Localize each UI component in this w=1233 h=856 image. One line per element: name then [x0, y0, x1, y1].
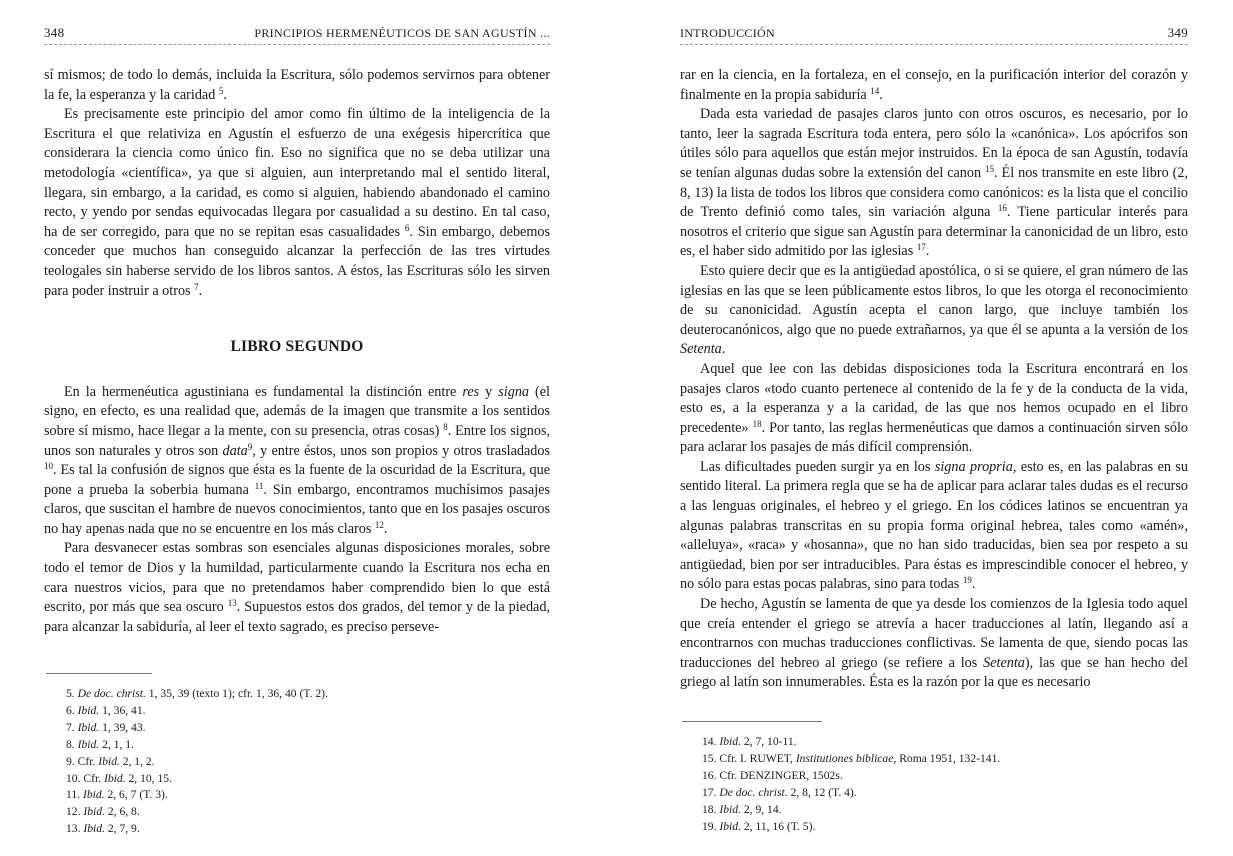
text-run: . [383, 520, 388, 537]
page-number: 349 [1167, 25, 1188, 40]
text-run: . [721, 341, 726, 358]
footnote [66, 821, 550, 838]
text-run: 14. [702, 735, 720, 748]
text-run: 16. Cfr. DENZINGER, 1502s. [702, 768, 843, 782]
text-run: . Es tal la confusión de signos que ésta es la fuente de la oscuridad de la Escritura, que pone a prueba la soberbia humana [44, 462, 550, 498]
italic-text: De doc. christ. [77, 687, 146, 700]
footnote-ref: 18 [752, 418, 762, 429]
text-run: 2, 7, 9. [104, 822, 140, 836]
footnote-ref: 9 [247, 441, 253, 452]
italic-text: Ibid. [82, 788, 105, 802]
text-run: 2, 9, 14. [740, 802, 782, 816]
italic-text: De doc. christ. [719, 785, 788, 799]
text-run: . Él nos transmite en este libro (2, 8, 13) la lista de todos los libros que considera como canónicos: es la lista que el concilio de Trento definió como tales, sin variación alguna [680, 164, 1188, 221]
text-run: 6. [66, 703, 78, 717]
footnote-ref: 11 [254, 480, 264, 491]
footnote [66, 737, 550, 754]
italic-text: Ibid. [83, 822, 105, 836]
italic-text: res [462, 383, 480, 400]
right-page [680, 0, 1188, 856]
running-title: INTRODUCCIÓN [680, 26, 775, 40]
italic-text: Ibid. [77, 720, 100, 734]
text-run: sí mismos; de todo lo demás, incluida la Escritura, sólo podemos servirnos para obtener la fe, la esperanza y la caridad [44, 67, 550, 103]
italic-text: Setenta [983, 654, 1025, 671]
text-run: 2, 8, 12 (T. 4). [787, 785, 857, 799]
footnote-ref: 14 [870, 85, 880, 96]
footnote [702, 785, 1188, 802]
paragraph [44, 383, 550, 540]
footnote [66, 804, 550, 821]
footnote-rule [682, 721, 822, 722]
text-run: ), las que se han hecho del griego al latín son innumerables. Ésta es la razón por la que es necesario [680, 654, 1188, 691]
footnote [702, 819, 1188, 836]
text-run: . Sin embargo, debemos conceder que muchos han conseguido alcanzar la perfección de las tres virtudes teologales sin haberse servido de los libros santos. A éstos, las Escrituras sólo les sirven para poder instruir a otros [44, 223, 550, 299]
paragraph [680, 595, 1188, 693]
body-text [44, 66, 550, 637]
text-run: . [198, 282, 203, 299]
text-run: 11. [66, 788, 83, 802]
text-run: , esto es, en las palabras en su sentido literal. La primera regla que se ha de aplicar para aclarar tales dudas es el recurso a las lenguas originales, el hebreo y el griego. En los códices latinos se encuentran ya algunas palabras transcritas en su propia forma original hebrea, tales como «amén», «alleluya», «raca» y «hosanna», que no han sido traducidas, bien sea por respeto a su antigüedad, bien por ser intraducibles. Para éstas es imprescindible conocer el hebreo, y no sólo para estas pocas palabras, sino para todas [680, 458, 1188, 593]
text-run: y [479, 383, 499, 400]
text-run: 2, 6, 8. [104, 805, 140, 819]
footnote-ref: 17 [916, 242, 926, 253]
italic-text: Ibid. [83, 805, 105, 819]
footnote-ref: 12 [374, 519, 384, 530]
text-run: 18. [702, 802, 720, 816]
footnote-ref: 10 [44, 461, 53, 472]
footnote [702, 802, 1188, 819]
italic-text: Ibid. [104, 771, 126, 785]
text-run: Para desvanecer estas sombras son esenciales algunas disposiciones morales, sobre todo el temor de Dios y la humildad, particularmente cuando la Escritura nos echa en cara nuestros vicios, para que no pretendamos haber comprendido bien lo que está escrito, por más que sea oscuro [44, 540, 550, 616]
page-number: 348 [44, 25, 65, 40]
paragraph [44, 539, 550, 637]
text-run: 17. [702, 785, 720, 799]
paragraph [680, 458, 1188, 595]
text-run: 8. [66, 737, 78, 751]
left-page [44, 0, 550, 856]
paragraph [680, 105, 1188, 262]
italic-text: Ibid. [719, 819, 741, 833]
header-rule [44, 44, 550, 45]
text-run: 10. Cfr. [66, 771, 105, 785]
text-run: (el signo, en efecto, es una realidad que, además de la imagen que transmite a los sentidos sobre sí mismo, hace llegar a la mente, con su presencia, otras cosas) [44, 383, 550, 439]
italic-text: Ibid. [77, 703, 100, 717]
text-run: . [971, 576, 976, 593]
header-rule [680, 44, 1188, 45]
text-run: . [925, 243, 930, 260]
text-run: . [223, 86, 227, 103]
footnote [66, 686, 550, 703]
text-run: . Supuestos estos dos grados, del temor y de la piedad, para alcanzar la sabiduría, al leer el texto sagrado, es preciso perseve- [44, 599, 550, 635]
footnote [66, 787, 550, 804]
footnotes [66, 686, 550, 838]
italic-text: Ibid. [719, 735, 741, 748]
text-run: rar en la ciencia, en la fortaleza, en el consejo, en la purificación interior del corazón y finalmente en la propia sabiduría [680, 67, 1188, 103]
footnote-ref: 13 [227, 598, 237, 609]
running-title: PRINCIPIOS HERMENÉUTICOS DE SAN AGUSTÍN ... [254, 26, 550, 40]
italic-text: Ibid. [77, 737, 100, 751]
footnote [702, 751, 1188, 768]
text-run: 13. [66, 822, 84, 836]
text-run: 15. Cfr. I. RUWET, [702, 751, 796, 765]
footnote-rule [46, 673, 152, 674]
text-run: 2, 1, 2. [119, 754, 155, 768]
text-run: 12. [66, 805, 84, 819]
paragraph [680, 66, 1188, 105]
text-run: 1, 35, 39 (texto 1); cfr. 1, 36, 40 (T. 2). [145, 687, 328, 700]
footnote [66, 754, 550, 771]
footnote [66, 771, 550, 788]
footnote [66, 720, 550, 737]
text-run: , y entre éstos, unos son propios y otros trasladados [252, 442, 550, 459]
text-run: 1, 39, 43. [99, 720, 146, 734]
text-run: . Tiene particular interés para nosotros el criterio que sigue san Agustín para determinar la canonicidad de un libro, esto es, el haber sido admitido por las iglesias [680, 204, 1189, 260]
paragraphs [680, 66, 1188, 693]
footnote-ref: 5 [218, 85, 224, 96]
running-header [680, 25, 1188, 41]
italic-text: Setenta [680, 341, 722, 358]
italic-text: Ibid. [98, 754, 120, 768]
section-heading: LIBRO SEGUNDO [230, 338, 364, 356]
paragraph [680, 360, 1188, 458]
italic-text: data [222, 442, 248, 459]
text-run: De hecho, Agustín se lamenta de que ya desde los comienzos de la Iglesia todo aquel que creía entender el griego se atrevía a hacer traducciones al latín, llegando así a encontrarnos con muchas traducciones conflictivas. Se lamenta de que, siendo pocas las traducciones del hebreo al griego (se refiere a los [680, 596, 1188, 671]
text-run: 1, 36, 41. [99, 703, 146, 717]
text-run: 2, 11, 16 (T. 5). [740, 819, 816, 833]
text-run: . Sin embargo, encontramos muchísimos pasajes claros, que suscitan el hambre de nuevos conocimientos, tanto que en los pasajes oscuros no hay apenas nada que no se encuentre en los más claros [44, 481, 550, 537]
text-run: Dada esta variedad de pasajes claros junto con otros oscuros, es necesario, por lo tanto, leer la sagrada Escritura toda entera, pero sólo la «canónica». Los apócrifos son útiles sólo para aquellos que están mejor instruidos. En la época de san Agustín, todavía se tenían algunas dudas sobre la extensión del canon [680, 106, 1188, 181]
text-run: Las dificultades pueden surgir ya en los [700, 458, 935, 475]
text-run: . [879, 86, 883, 103]
text-run: 2, 10, 15. [125, 771, 172, 785]
paragraph [680, 262, 1188, 360]
text-run: , Roma 1951, 132-141. [893, 751, 1001, 765]
text-run: 19. [702, 819, 720, 833]
italic-text: signa propria [934, 458, 1013, 475]
paragraphs-before-heading [44, 66, 550, 301]
text-run: 2, 1, 1. [99, 737, 134, 751]
footnote-ref: 7 [194, 281, 199, 292]
body-text [680, 66, 1188, 693]
footnote-ref: 19 [962, 575, 972, 586]
italic-text: Ibid. [719, 802, 741, 816]
footnotes [702, 734, 1188, 835]
footnote-ref: 8 [443, 421, 448, 432]
text-run: Es precisamente este principio del amor como fin último de la inteligencia de la Escritura el que relativiza en Agustín el esfuerzo de una exégesis hipercrítica que considerara la ciencia como único fin. Eso no significa que no se deba utilizar una metodología «científica», ya que si alguien, aun interpretando mal el sentido literal, llegara, sin embargo, a la caridad, es como si alguien, habiendo abandonado el camino recto, y yendo por sendas equivocadas llegara por casualidad a su destino. En tal caso, ha de ser corregido, para que no se repitan esas casualidades [44, 106, 550, 240]
text-run: 2, 6, 7 (T. 3). [104, 788, 168, 802]
text-run: . Por tanto, las reglas hermenéuticas que damos a continuación sirven sólo para aclarar los pasajes de más difícil comprensión. [680, 419, 1188, 456]
running-header [44, 25, 550, 41]
text-run: En la hermenéutica agustiniana es fundamental la distinción entre [64, 383, 463, 400]
text-run: 9. Cfr. [66, 754, 99, 768]
italic-text: Institutiones biblicae [795, 751, 894, 765]
paragraphs-after-heading [44, 383, 550, 638]
footnote-ref: 6 [404, 222, 410, 233]
paragraph [44, 66, 550, 105]
text-run: Aquel que lee con las debidas disposiciones toda la Escritura encontrará en los pasajes claros «todo cuanto pertenece al contenido de la fe y de la conducta de la vida, esto es, a la esperanza y a la caridad, de las que nos hemos ocupado en el libro precedente» [680, 360, 1188, 436]
footnote-ref: 16 [997, 203, 1007, 214]
italic-text: signa [498, 383, 530, 400]
text-run: 7. [66, 720, 78, 734]
paragraph [44, 105, 550, 301]
text-run: Esto quiere decir que es la antigüedad apostólica, o si se quiere, el gran número de las iglesias en las que se leen públicamente estos libros, lo que les otorga el reconocimiento de su canonicidad. Agustín acepta el canon largo, que incluye también los deuterocanónicos, algo que no puede extrañarnos, ya que él se apunta a la versión de los [680, 262, 1188, 338]
text-run: . Entre los signos, unos son naturales y otros son [44, 422, 551, 459]
text-run: 5. [66, 687, 78, 700]
text-run: 2, 7, 10-11. [740, 735, 797, 748]
footnote-ref: 15 [985, 163, 995, 174]
footnote [702, 768, 1188, 785]
footnote [66, 703, 550, 720]
footnote [702, 734, 1188, 751]
